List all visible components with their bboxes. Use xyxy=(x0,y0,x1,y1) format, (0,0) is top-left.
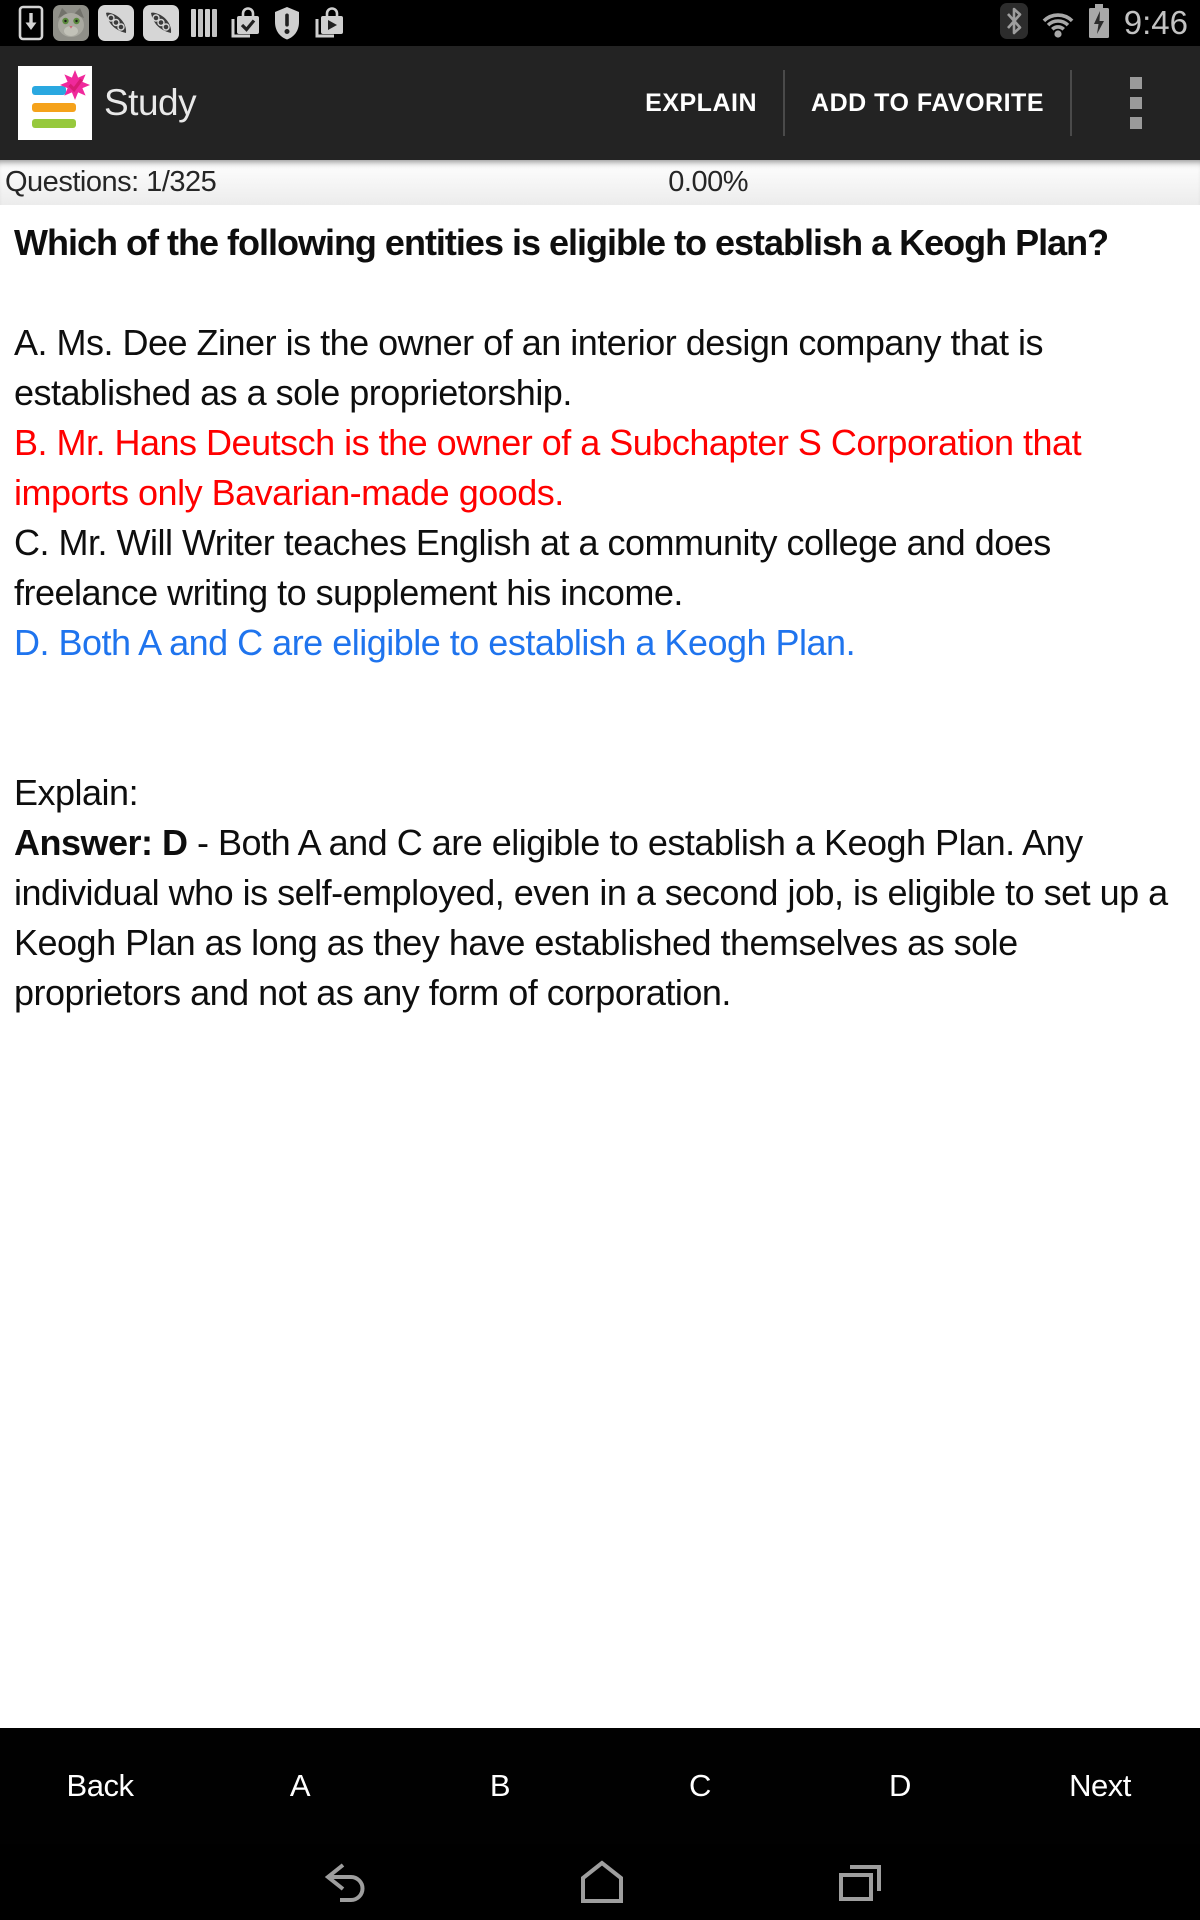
app-title: Study xyxy=(104,82,197,123)
bag-play-icon xyxy=(311,5,347,41)
shield-alert-icon xyxy=(272,5,302,41)
screenshot-download-icon xyxy=(18,5,44,41)
pea-pod-icon xyxy=(98,5,134,41)
choose-d-button[interactable]: D xyxy=(889,1768,911,1803)
option-c: C. Mr. Will Writer teaches English at a community college and does freelance writing to supplement his income. xyxy=(14,522,1051,613)
explain-heading: Explain: xyxy=(14,772,139,813)
back-question-button[interactable]: Back xyxy=(66,1768,134,1803)
status-bar xyxy=(0,0,1200,46)
explain-answer xyxy=(14,818,1186,1018)
option-d: D. Both A and C are eligible to establish a Keogh Plan. xyxy=(14,622,856,663)
choose-b-button[interactable]: B xyxy=(489,1768,511,1803)
choose-c-button[interactable]: C xyxy=(689,1768,711,1803)
option-b: B. Mr. Hans Deutsch is the owner of a Subchapter S Corporation that imports only Bavarian-made goods. xyxy=(14,422,1082,513)
overflow-menu-icon[interactable] xyxy=(1072,46,1200,160)
app-logo xyxy=(18,66,92,140)
explain-button[interactable]: EXPLAIN xyxy=(645,88,758,117)
android-nav-bar xyxy=(0,1844,1200,1920)
home-icon[interactable] xyxy=(576,1858,628,1911)
battery-charging-icon xyxy=(1087,2,1111,45)
bottom-button-bar xyxy=(0,1728,1200,1844)
action-bar xyxy=(0,46,1200,160)
back-icon[interactable] xyxy=(319,1858,371,1911)
answer-text: - Both A and C are eligible to establish a Keogh Plan. Any individual who is self-employed, even in a second job, is eligible to set up a Keogh Plan as long as they have established themselves as sole proprietors and not as any form of corporation. xyxy=(14,822,1168,1013)
notification-icons xyxy=(8,5,347,41)
pages-stack-icon xyxy=(188,5,218,41)
explain-section xyxy=(14,768,1186,1018)
recents-icon[interactable] xyxy=(834,1858,886,1911)
pea-pod-icon xyxy=(143,5,179,41)
progress-percent: 0.00% xyxy=(668,166,748,198)
bag-check-icon xyxy=(227,5,263,41)
questions-counter: Questions: 1/325 xyxy=(5,166,217,198)
wifi-icon xyxy=(1036,3,1080,44)
bluetooth-icon xyxy=(999,2,1029,45)
progress-row xyxy=(0,160,1200,205)
answer-label: Answer: D xyxy=(14,822,188,863)
cat-app-icon xyxy=(53,5,89,41)
next-question-button[interactable]: Next xyxy=(1069,1768,1131,1803)
add-to-favorite-button[interactable]: ADD TO FAVORITE xyxy=(811,88,1044,117)
clock-time: 9:46 xyxy=(1123,4,1188,41)
option-a: A. Ms. Dee Ziner is the owner of an interior design company that is established as a sole proprietorship. xyxy=(14,322,1043,413)
question-text: Which of the following entities is eligible to establish a Keogh Plan? xyxy=(14,222,1109,263)
choose-a-button[interactable]: A xyxy=(289,1768,311,1803)
system-icons xyxy=(999,2,1192,45)
question-content[interactable] xyxy=(0,205,1200,1728)
